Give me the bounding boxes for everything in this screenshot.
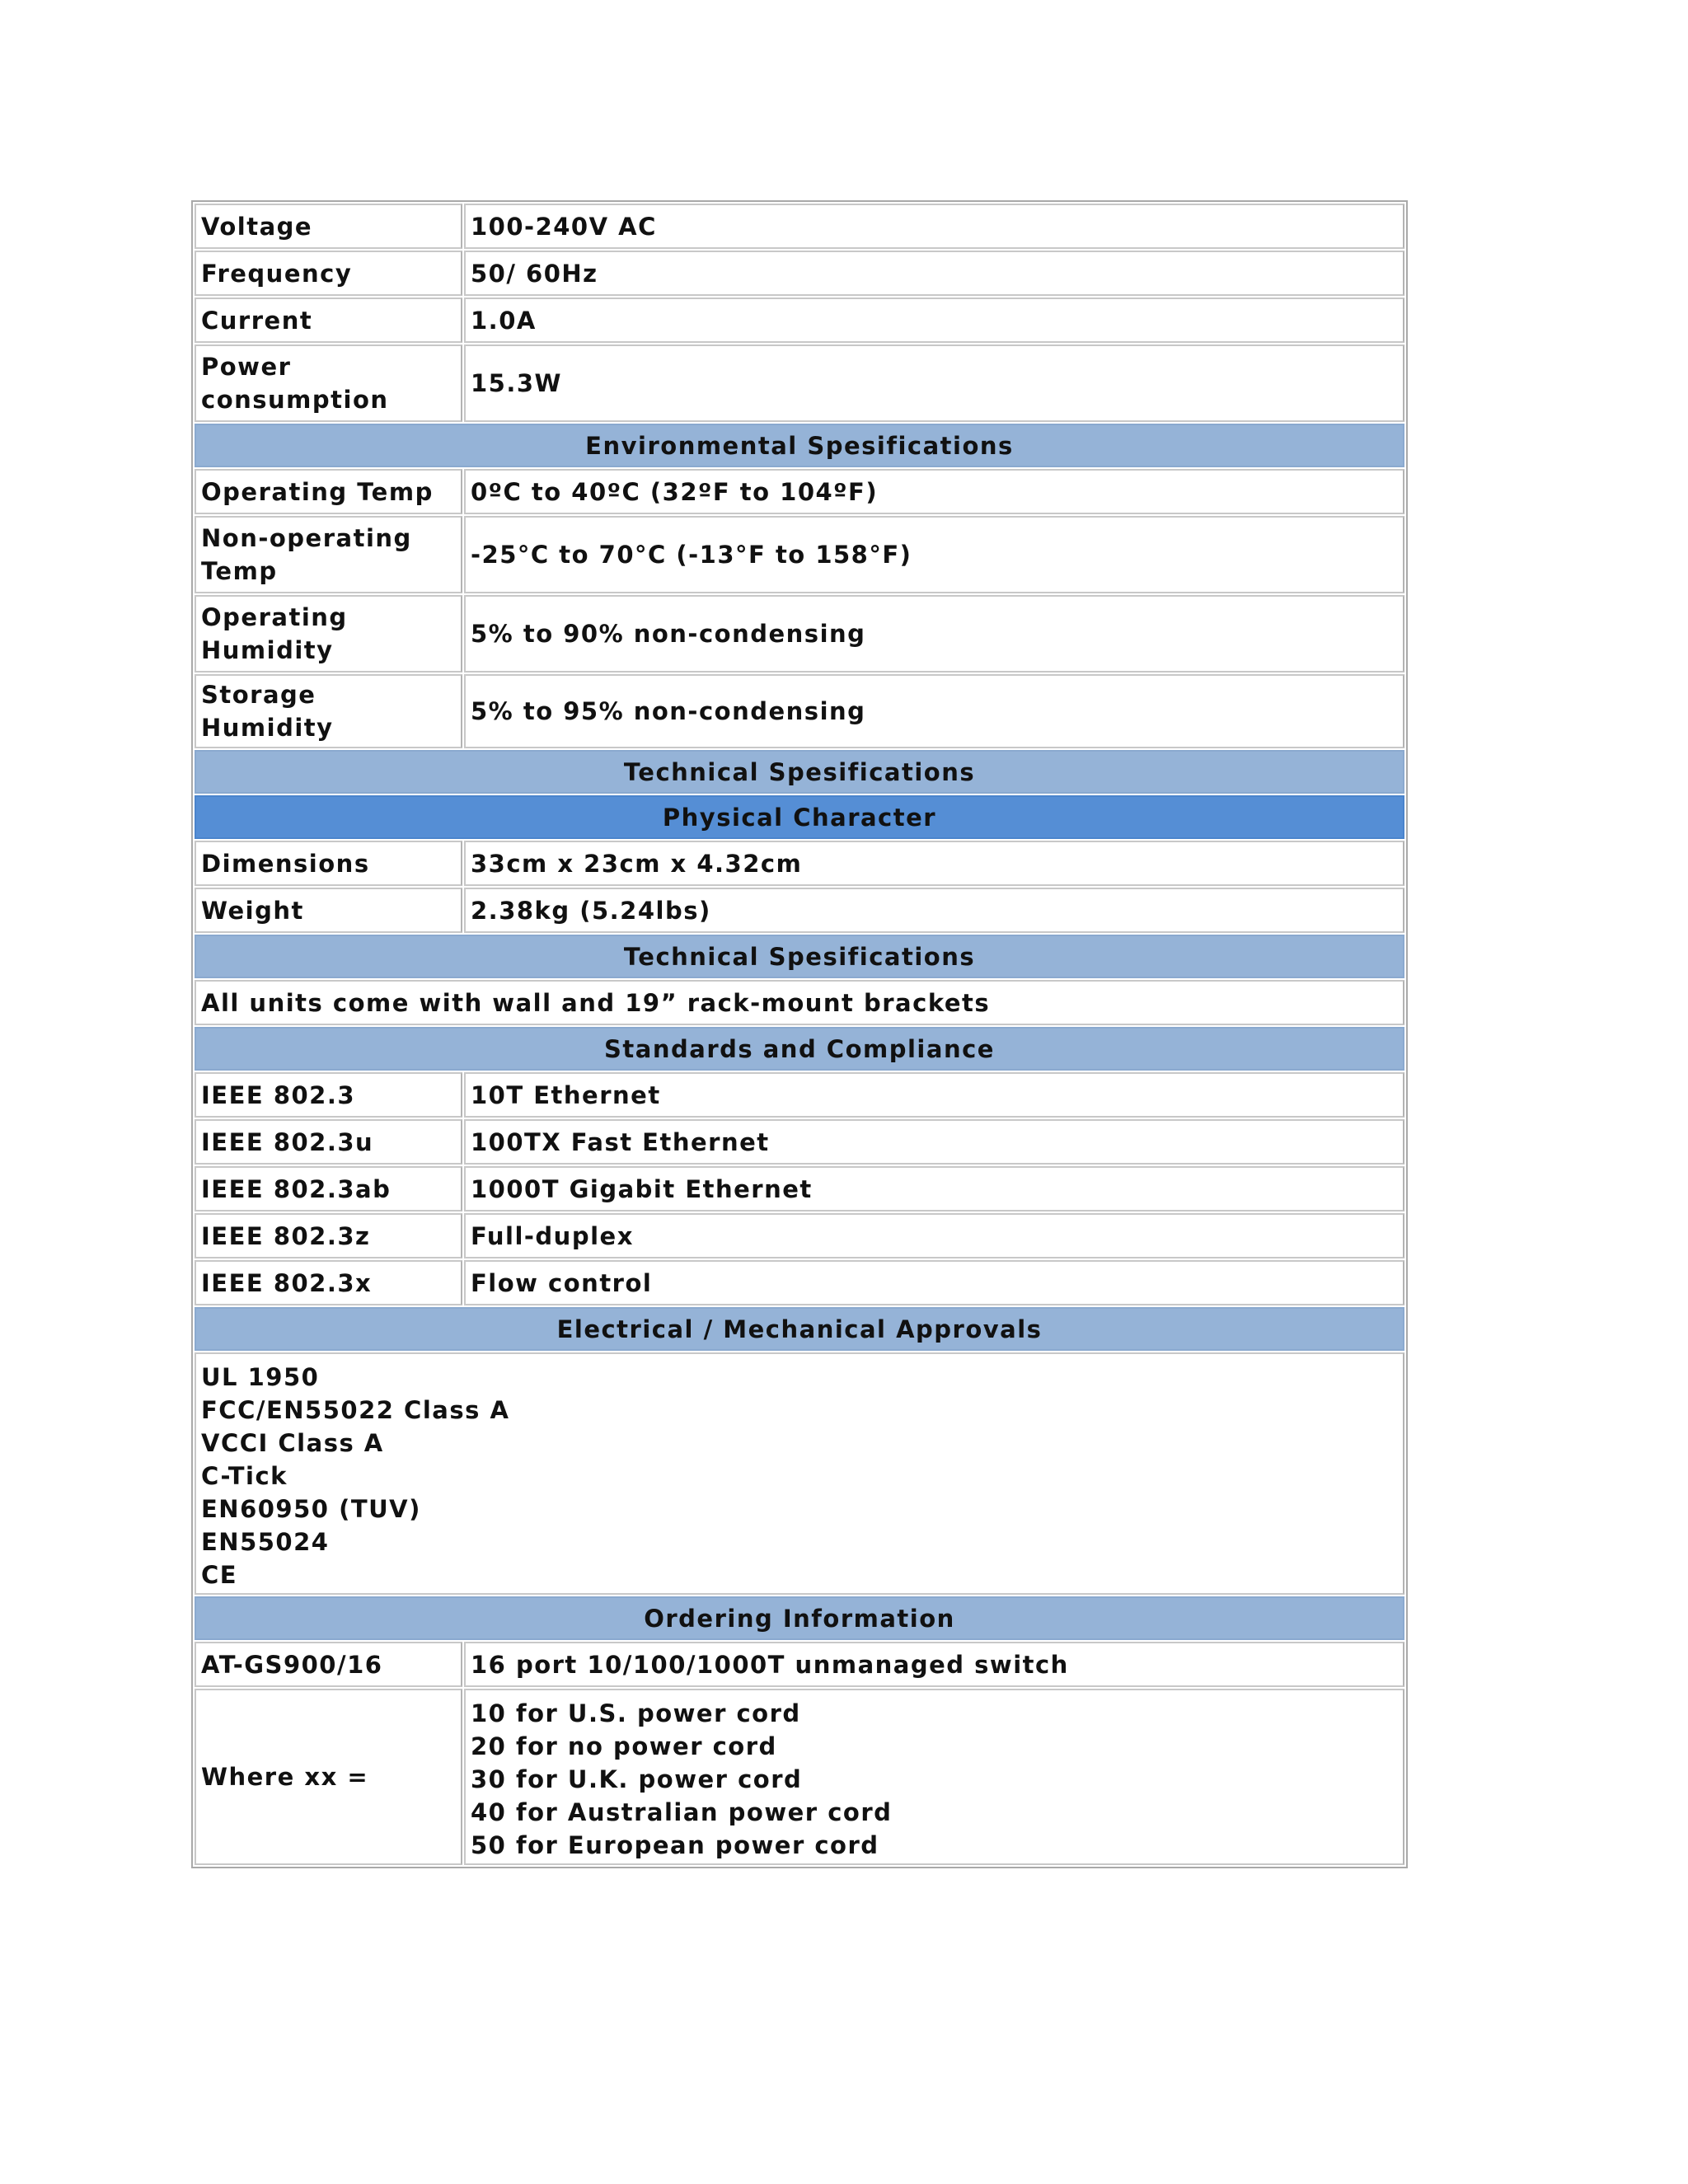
table-row (195, 980, 1404, 1025)
standard-value: 10T Ethernet (464, 1072, 1404, 1118)
table-row (195, 1213, 1404, 1258)
table-row (195, 1352, 1404, 1595)
non-operating-temp-label: Non-operating Temp (195, 516, 462, 593)
xx-options (464, 1689, 1404, 1865)
frequency-value: 50/ 60Hz (464, 251, 1404, 296)
xx-label: Where xx = (195, 1689, 462, 1865)
list-item: EN60950 (TUV) (201, 1495, 421, 1523)
table-row (195, 344, 1404, 422)
table-row (195, 469, 1404, 514)
section-row (195, 1307, 1404, 1351)
list-item: 20 for no power cord (471, 1732, 777, 1760)
list-item: VCCI Class A (201, 1429, 384, 1457)
standard-label: IEEE 802.3ab (195, 1166, 462, 1212)
standard-value: 100TX Fast Ethernet (464, 1119, 1404, 1165)
section-row (195, 424, 1404, 467)
list-item: CE (201, 1561, 238, 1589)
environmental-section-title: Environmental Spesifications (195, 424, 1404, 467)
list-item: 10 for U.S. power cord (471, 1699, 801, 1727)
ordering-section-title: Ordering Information (195, 1596, 1404, 1640)
table-row (195, 595, 1404, 673)
current-label: Current (195, 298, 462, 343)
standard-value: Full-duplex (464, 1213, 1404, 1258)
standard-value: 1000T Gigabit Ethernet (464, 1166, 1404, 1212)
physical-character-title: Physical Character (195, 795, 1404, 839)
standard-label: IEEE 802.3 (195, 1072, 462, 1118)
model-label: AT-GS900/16 (195, 1642, 462, 1687)
list-item: 40 for Australian power cord (471, 1798, 893, 1826)
list-item: EN55024 (201, 1528, 330, 1556)
table-row (195, 841, 1404, 886)
operating-humidity-label: Operating Humidity (195, 595, 462, 673)
technical-section-title-2: Technical Spesifications (195, 935, 1404, 978)
operating-humidity-value: 5% to 90% non-condensing (464, 595, 1404, 673)
weight-value: 2.38kg (5.24lbs) (464, 888, 1404, 933)
section-row (195, 935, 1404, 978)
weight-label: Weight (195, 888, 462, 933)
table-row (195, 1260, 1404, 1305)
technical-section-title: Technical Spesifications (195, 750, 1404, 794)
table-row (195, 516, 1404, 593)
table-row (195, 1072, 1404, 1118)
table-row (195, 251, 1404, 296)
non-operating-temp-value: -25°C to 70°C (-13°F to 158°F) (464, 516, 1404, 593)
approvals-list (195, 1352, 1404, 1595)
standard-label: IEEE 802.3x (195, 1260, 462, 1305)
dimensions-value: 33cm x 23cm x 4.32cm (464, 841, 1404, 886)
section-row (195, 750, 1404, 794)
table-row (195, 674, 1404, 748)
operating-temp-label: Operating Temp (195, 469, 462, 514)
spec-table (191, 200, 1408, 1868)
frequency-label: Frequency (195, 251, 462, 296)
table-row (195, 1689, 1404, 1865)
standard-label: IEEE 802.3u (195, 1119, 462, 1165)
brackets-note: All units come with wall and 19” rack-mount brackets (195, 980, 1404, 1025)
list-item: FCC/EN55022 Class A (201, 1396, 510, 1424)
current-value: 1.0A (464, 298, 1404, 343)
approvals-section-title: Electrical / Mechanical Approvals (195, 1307, 1404, 1351)
table-row (195, 298, 1404, 343)
table-row (195, 1166, 1404, 1212)
list-item: 50 for European power cord (471, 1831, 879, 1859)
standards-section-title: Standards and Compliance (195, 1027, 1404, 1071)
list-item: 30 for U.K. power cord (471, 1765, 803, 1793)
storage-humidity-value: 5% to 95% non-condensing (464, 674, 1404, 748)
power-consumption-label: Power consumption (195, 344, 462, 422)
list-item: C-Tick (201, 1462, 288, 1490)
power-consumption-value: 15.3W (464, 344, 1404, 422)
model-value: 16 port 10/100/1000T unmanaged switch (464, 1642, 1404, 1687)
table-row (195, 888, 1404, 933)
table-row (195, 1642, 1404, 1687)
standard-value: Flow control (464, 1260, 1404, 1305)
standard-label: IEEE 802.3z (195, 1213, 462, 1258)
table-row (195, 204, 1404, 249)
table-row (195, 1119, 1404, 1165)
dimensions-label: Dimensions (195, 841, 462, 886)
voltage-label: Voltage (195, 204, 462, 249)
operating-temp-value: 0ºC to 40ºC (32ºF to 104ºF) (464, 469, 1404, 514)
list-item: UL 1950 (201, 1363, 320, 1391)
section-row (195, 795, 1404, 839)
voltage-value: 100-240V AC (464, 204, 1404, 249)
section-row (195, 1596, 1404, 1640)
storage-humidity-label: Storage Humidity (195, 674, 462, 748)
section-row (195, 1027, 1404, 1071)
